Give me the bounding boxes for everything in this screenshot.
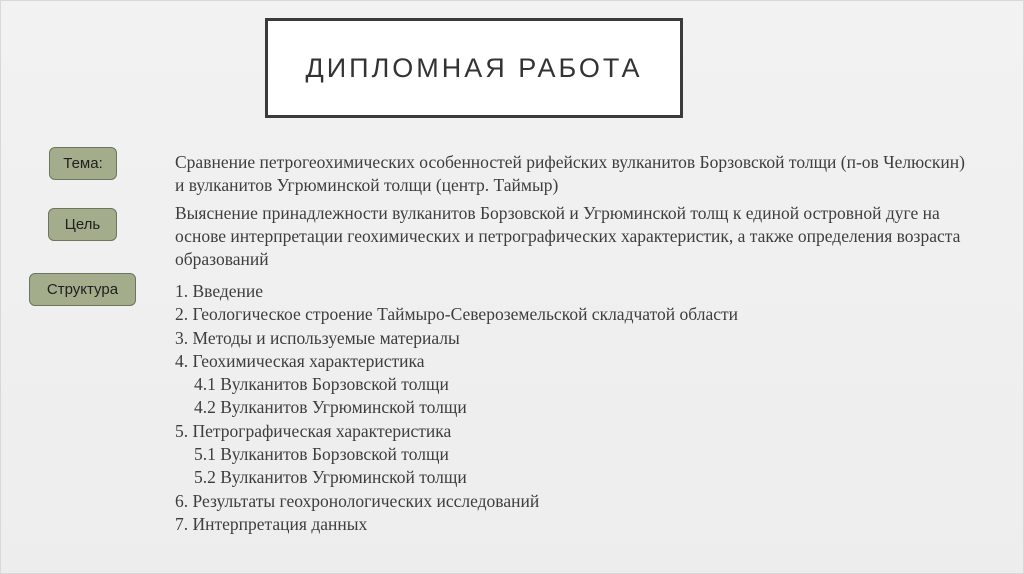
slide-title: ДИПЛОМНАЯ РАБОТА (305, 52, 643, 83)
goal-label-button[interactable]: Цель (48, 208, 117, 241)
list-item: 2. Геологическое строение Таймыро-Североземельской складчатой области (175, 304, 738, 325)
list-item: 5. Петрографическая характеристика (175, 420, 452, 441)
list-item: 6. Результаты геохронологических исследований (175, 490, 540, 511)
list-item: 4. Геохимическая характеристика (175, 350, 425, 371)
topic-label-button[interactable]: Тема: (49, 147, 117, 180)
list-item: 5.1 Вулканитов Борзовской толщи (194, 444, 449, 465)
goal-text: Выяснение принадлежности вулканитов Борзовской и Угрюминской толщ к единой островной дуге на основе интерпретации геохимических и петрографических характеристик, а также определения возраста образований (175, 203, 961, 269)
structure-label-button[interactable]: Структура (29, 273, 136, 306)
list-item: 7. Интерпретация данных (175, 513, 368, 534)
title-box (265, 18, 683, 118)
list-item: 3. Методы и используемые материалы (175, 327, 460, 348)
list-item: 4.1 Вулканитов Борзовской толщи (194, 374, 449, 395)
list-item: 1. Введение (175, 281, 264, 301)
list-item: 4.2 Вулканитов Угрюминской толщи (194, 397, 467, 418)
list-item: 5.2 Вулканитов Угрюминской толщи (194, 467, 467, 488)
structure-list (175, 280, 738, 536)
topic-text: Сравнение петрогеохимических особенностей рифейских вулканитов Борзовской толщи (п-ов Челюскин) и вулканитов Угрюминской толщи (центр. Таймыр) (175, 152, 965, 195)
